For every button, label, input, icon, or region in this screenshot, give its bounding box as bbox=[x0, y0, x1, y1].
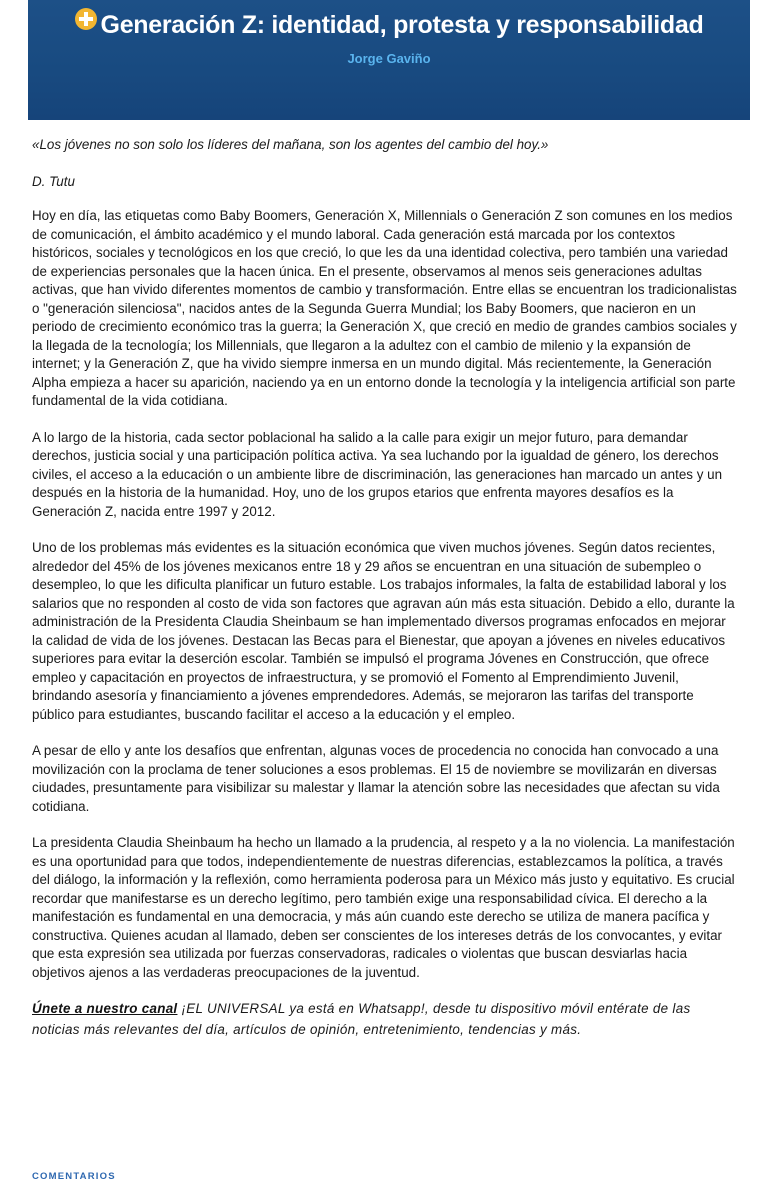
comments-link[interactable]: COMENTARIOS bbox=[32, 1171, 116, 1182]
epigraph-author: D. Tutu bbox=[32, 173, 75, 189]
article-body bbox=[32, 130, 737, 1040]
article-header bbox=[28, 0, 750, 120]
paragraph-5: La presidenta Claudia Sheinbaum ha hecho un llamado a la prudencia, al respeto y a la no violencia. La manifestación es una oportunidad para que todos, independientemente de nuestras diferencias, establezcamos la política, a través del diálogo, la información y la reflexión, como herramienta poderosa para un México más justo y equitativo. Es crucial recordar que manifestarse es un derecho legítimo, pero también exige una responsabilidad cívica. El derecho a la manifestación es fundamental en una democracia, y más aún cuando este derecho se utiliza de manera pacífica y constructiva. Quienes acudan al llamado, deben ser conscientes de los intereses detrás de los convocantes, y evitar que esta expresión sea utilizada por fuerzas conservadoras, radicales o violentas que buscan desviarlas hacia objetivos ajenos a las verdaderas preocupaciones de la juventud. bbox=[32, 835, 735, 980]
article-title: Generación Z: identidad, protesta y responsabilidad bbox=[100, 11, 704, 39]
paragraph-1: Hoy en día, las etiquetas como Baby Boomers, Generación X, Millennials o Generación Z son comunes en los medios de comunicación, el ámbito académico y el mundo laboral. Cada generación está marcada por los contextos históricos, sociales y tecnológicos en los que creció, lo que les da una identidad colectiva, pero también una variedad de experiencias personales que la hacen única. En el presente, observamos al menos seis generaciones adultas activas, que han vivido diferentes momentos de cambio y transformación. Entre ellas se encuentran los tradicionalistas o "generación silenciosa", nacidos antes de la Segunda Guerra Mundial; los Baby Boomers, que nacieron en un periodo de crecimiento económico tras la guerra; la Generación X, que creció en medio de grandes cambios sociales y la llegada de la tecnología; los Millennials, que llegaron a la adultez con el cambio de milenio y la expansión de internet; y la Generación Z, que ha vivido siempre inmersa en un mundo digital. Más recientemente, la Generación Alpha empieza a hacer su aparición, naciendo ya en un entorno donde la tecnología y la inteligencia artificial son parte fundamental de la vida cotidiana. bbox=[32, 208, 737, 408]
promo-text: ¡EL UNIVERSAL ya está en Whatsapp!, desde tu dispositivo móvil entérate de las noticias más relevantes del día, artículos de opinión, entretenimiento, tendencias y más. bbox=[32, 1001, 691, 1037]
plus-circle-icon bbox=[75, 8, 97, 30]
paragraph-4: A pesar de ello y ante los desafíos que enfrentan, algunas voces de procedencia no conocida han convocado a una movilización con la proclama de tener soluciones a esos problemas. El 15 de noviembre se movilizarán en diversas ciudades, presuntamente para visibilizar su malestar y llamar la atención sobre las necesidades que afectan su vida cotidiana. bbox=[32, 743, 720, 814]
author-name[interactable]: Jorge Gaviño bbox=[347, 51, 431, 66]
paragraph-3: Uno de los problemas más evidentes es la situación económica que viven muchos jóvenes. Según datos recientes, alrededor del 45% de los jóvenes mexicanos entre 18 y 29 años se encuentran en una situación de subempleo o desempleo, lo que les dificulta planificar un futuro estable. Los trabajos informales, la falta de estabilidad laboral y los salarios que no responden al costo de vida son factores que agravan aún más esta situación. Debido a ello, durante la administración de la Presidenta Claudia Sheinbaum se han implementado diversos programas enfocados en mejorar la calidad de vida de los jóvenes. Destacan las Becas para el Bienestar, que apoyan a jóvenes en niveles educativos superiores para evitar la deserción escolar. También se impulsó el programa Jóvenes en Construcción, que ofrece empleo y capacitación en proyectos de infraestructura, y se promovió el Fomento al Emprendimiento Juvenil, brindando asesoría y financiamiento a jóvenes emprendedores. Además, se mejoraron las tarifas del transporte público para estudiantes, buscando facilitar el acceso a la educación y el empleo. bbox=[32, 540, 735, 722]
whatsapp-promo bbox=[32, 998, 737, 1040]
join-channel-link[interactable]: Únete a nuestro canal bbox=[32, 1001, 178, 1016]
epigraph-quote: «Los jóvenes no son solo los líderes del mañana, son los agentes del cambio del hoy.» bbox=[32, 137, 549, 152]
title-row bbox=[28, 8, 750, 41]
paragraph-2: A lo largo de la historia, cada sector poblacional ha salido a la calle para exigir un mejor futuro, para demandar derechos, justicia social y una participación política activa. Ya sea luchando por la igualdad de género, los derechos civiles, el acceso a la educación o un ambiente libre de discriminación, las generaciones han marcado un antes y un después en la historia de la humanidad. Hoy, uno de los grupos etarios que enfrenta mayores desafíos es la Generación Z, nacida entre 1997 y 2012. bbox=[32, 429, 723, 519]
